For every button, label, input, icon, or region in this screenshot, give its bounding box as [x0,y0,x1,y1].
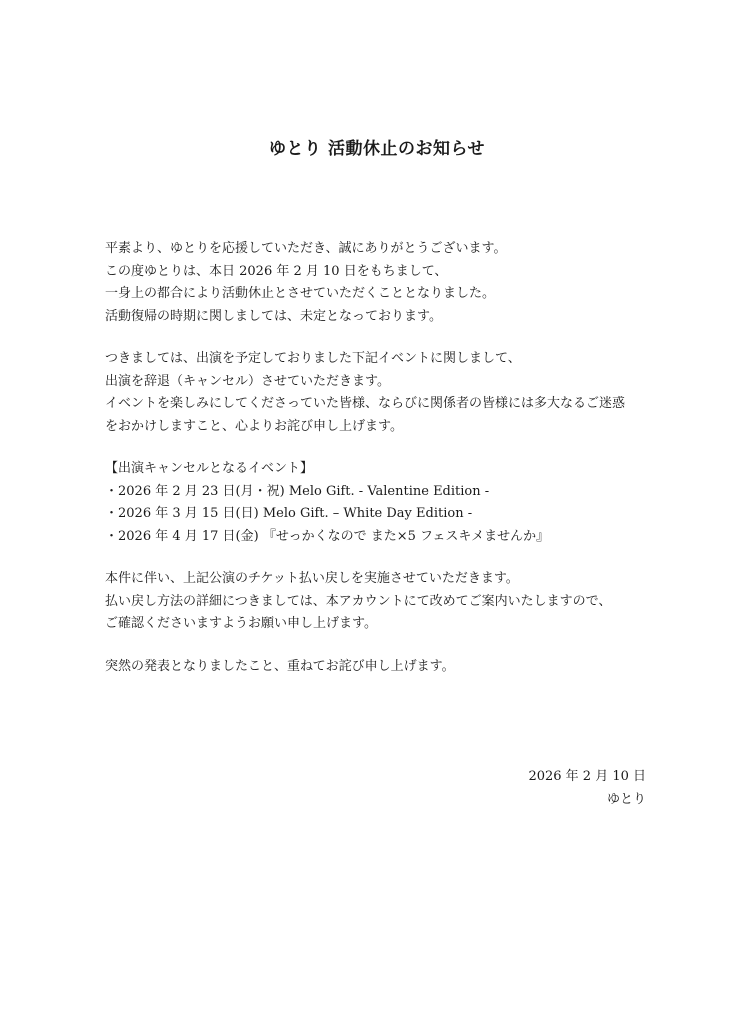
event-item: ・2026 年 4 月 17 日(金) 『せっかくなので また×5 フェスキメませんか』 [105,528,550,544]
text-line: 出演を辞退（キャンセル）させていただきます。 [105,373,390,389]
text-line: つきましては、出演を予定しておりました下記イベントに関しまして、 [105,351,521,366]
event-item: ・2026 年 2 月 23 日(月・祝) Melo Gift. - Valentine Edition - [105,483,490,499]
text-line: 一身上の都合により活動休止とさせていただくこととなりました。 [105,286,496,301]
signature-name: ゆとり [606,791,646,807]
text-line: この度ゆとりは、本日 2026 年 2 月 10 日をもちまして、 [105,263,448,279]
paragraph-refund [105,568,665,636]
text-line: 突然の発表となりましたこと、重ねてお詫び申し上げます。 [105,658,455,674]
text-line: 払い戻し方法の詳細につきましては、本アカウントにて改めてご案内いたしますので、 [105,593,612,609]
text-line: をおかけしますこと、心よりお詫び申し上げます。 [105,418,403,434]
paragraph-cancellation [105,348,665,438]
signature-block [528,766,646,811]
events-heading: 【出演キャンセルとなるイベント】 [105,461,314,476]
text-line: ご確認くださいますようお願い申し上げます。 [105,616,377,631]
event-item: ・2026 年 3 月 15 日(日) Melo Gift. – White Day Edition - [105,506,473,521]
signature-date: 2026 年 2 月 10 日 [528,769,646,784]
page-title: ゆとり 活動休止のお知らせ [269,139,485,159]
cancelled-events-list [105,458,665,548]
announcement-body [105,238,665,698]
paragraph-greeting [105,238,665,328]
text-line: イベントを楽しみにしてくださっていた皆様、ならびに関係者の皆様には多大なるご迷惑 [105,396,626,411]
text-line: 本件に伴い、上記公演のチケット払い戻しを実施させていただきます。 [105,571,519,586]
paragraph-apology [105,656,665,679]
text-line: 活動復帰の時期に関しましては、未定となっております。 [105,308,442,324]
text-line: 平素より、ゆとりを応援していただき、誠にありがとうございます。 [105,241,507,256]
